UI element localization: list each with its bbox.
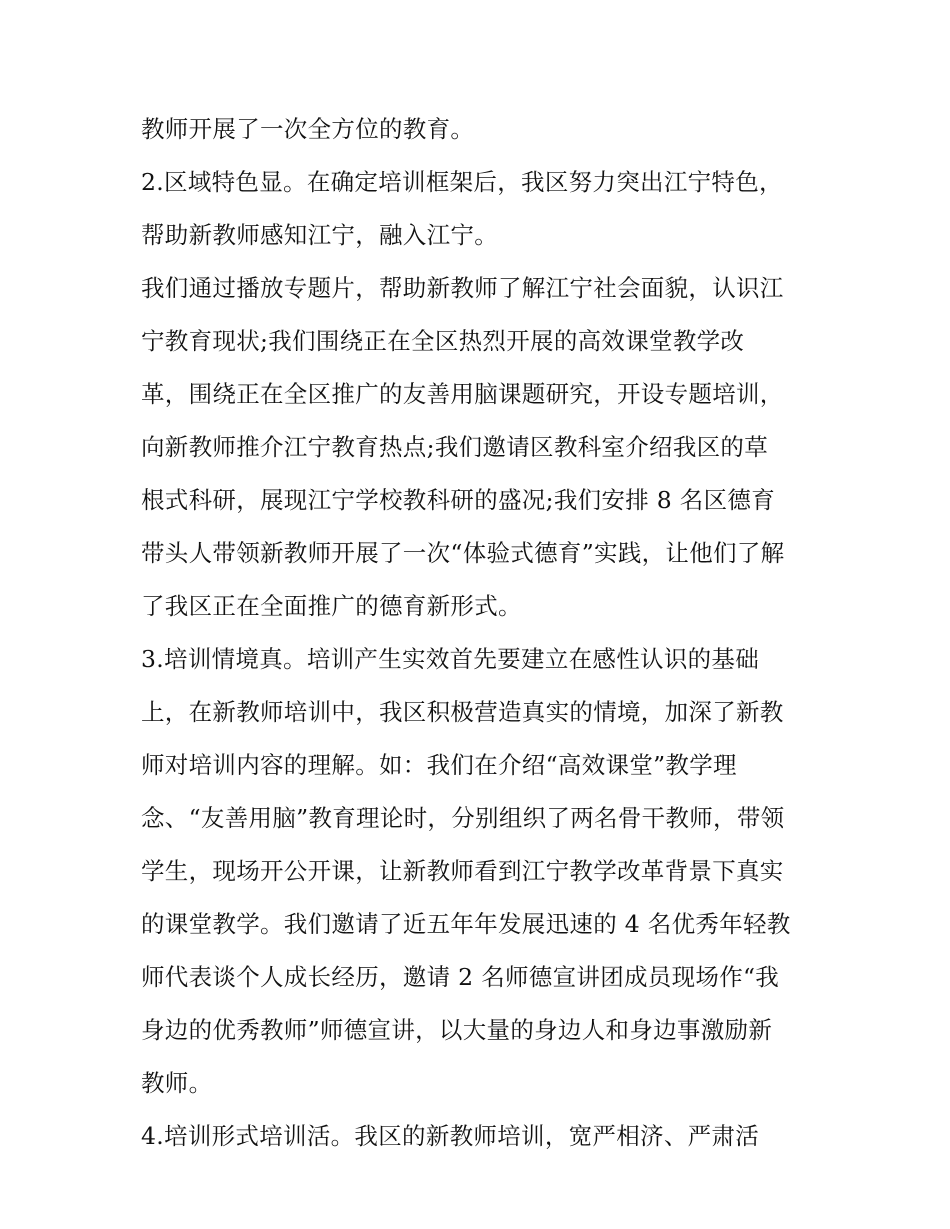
text-line: 学生，现场开公开课，让新教师看到江宁教学改革背景下真实: [141, 857, 784, 885]
text-line: 帮助新教师感知江宁，融入江宁。: [141, 221, 498, 249]
text-line: 师对培训内容的理解。如：我们在介绍“高效课堂”教学理: [141, 751, 737, 779]
text-line: 上，在新教师培训中，我区积极营造真实的情境，加深了新教: [141, 698, 784, 726]
text-line: 带头人带领新教师开展了一次“体验式德育”实践，让他们了解: [141, 539, 785, 567]
text-line: 了我区正在全面推广的德育新形式。: [141, 592, 522, 620]
text-line: 根式科研，展现江宁学校教科研的盛况;我们安排 8 名区德育: [141, 486, 776, 514]
text-line: 革，围绕正在全区推广的友善用脑课题研究，开设专题培训，: [141, 380, 784, 408]
text-line: 向新教师推介江宁教育热点;我们邀请区教科室介绍我区的草: [141, 433, 769, 461]
text-line: 师代表谈个人成长经历，邀请 2 名师德宣讲团成员现场作“我: [141, 963, 780, 991]
text-line: 2.区域特色显。在确定培训框架后，我区努力突出江宁特色，: [141, 168, 783, 196]
text-line: 教师。: [141, 1069, 213, 1097]
text-line: 念、“友善用脑”教育理论时，分别组织了两名骨干教师，带领: [141, 804, 785, 832]
text-line: 的课堂教学。我们邀请了近五年年发展迅速的 4 名优秀年轻教: [141, 910, 791, 938]
text-line: 教师开展了一次全方位的教育。: [141, 115, 475, 143]
text-line: 4.培训形式培训活。我区的新教师培训，宽严相济、严肃活: [141, 1122, 760, 1150]
text-line: 身边的优秀教师”师德宣讲，以大量的身边人和身边事激励新: [141, 1016, 773, 1044]
text-line: 宁教育现状;我们围绕正在全区热烈开展的高效课堂教学改: [141, 327, 745, 355]
text-line: 我们通过播放专题片，帮助新教师了解江宁社会面貌，认识江: [141, 274, 784, 302]
text-line: 3.培训情境真。培训产生实效首先要建立在感性认识的基础: [141, 645, 760, 673]
